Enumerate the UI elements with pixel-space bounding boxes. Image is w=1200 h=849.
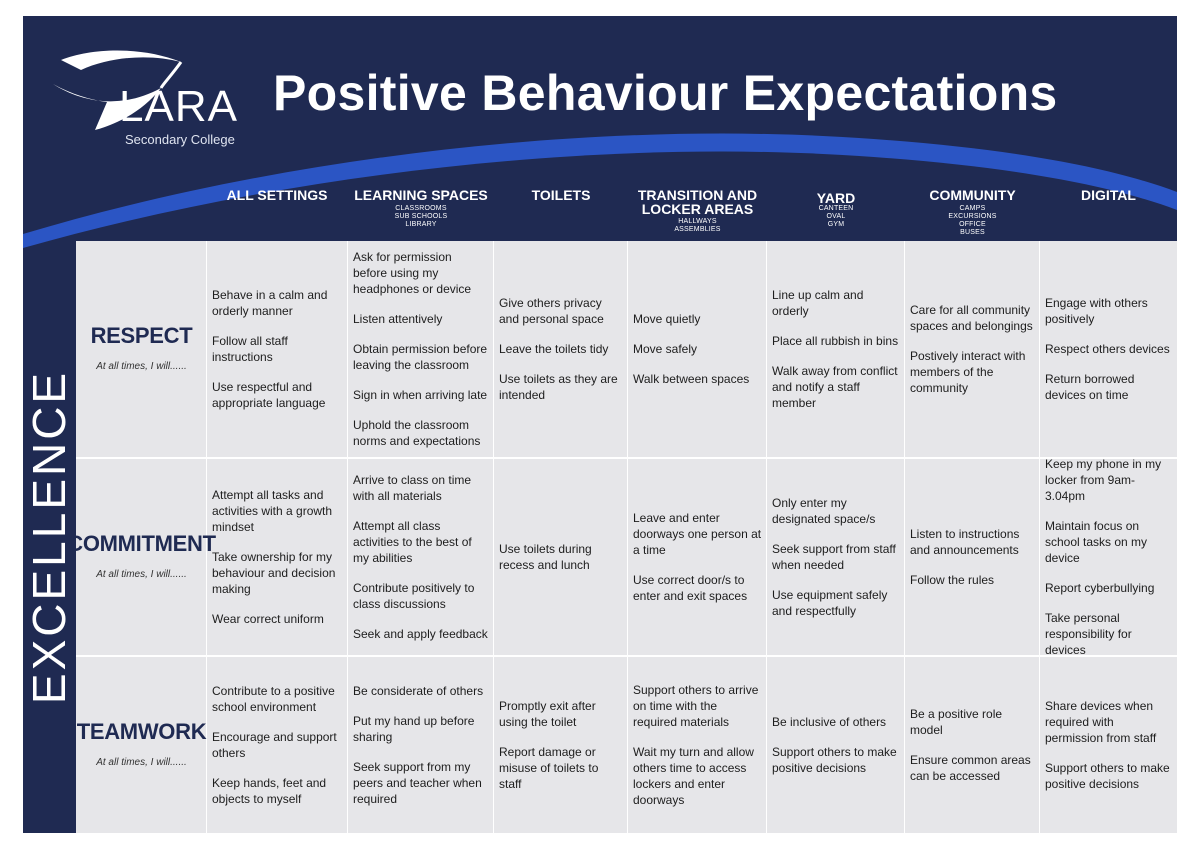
cell-respect-learning-spaces: Ask for permission before using my headphones or device Listen attentively Obtain permission before leaving the classroom Sign in when arriving late Uphold the classroom norms and expectations xyxy=(348,241,494,459)
column-header-all-settings: ALL SETTINGS xyxy=(226,187,328,203)
cell-commitment-learning-spaces: Arrive to class on time with all materials Attempt all class activities to the best of my abilities Contribute positively to class discussions Seek and apply feedback xyxy=(348,459,494,657)
column-header-learning-spaces: LEARNING SPACES CLASSROOMS SUB SCHOOLS LIBRARY xyxy=(354,187,488,228)
cell-teamwork-toilets: Promptly exit after using the toilet Report damage or misuse of toilets to staff xyxy=(494,657,628,833)
row-label-teamwork: TEAMWORK At all times, I will...... xyxy=(76,657,207,833)
cell-commitment-all-settings: Attempt all tasks and activities with a growth mindset Take ownership for my behaviour and decision making Wear correct uniform xyxy=(207,459,348,657)
cell-commitment-toilets: Use toilets during recess and lunch xyxy=(494,459,628,657)
cell-respect-toilets: Give others privacy and personal space Leave the toilets tidy Use toilets as they are intended xyxy=(494,241,628,459)
cell-teamwork-community: Be a positive role model Ensure common areas can be accessed xyxy=(905,657,1040,833)
column-header-toilets: TOILETS xyxy=(531,187,591,203)
expectations-grid xyxy=(67,241,1177,833)
poster xyxy=(23,16,1177,833)
page-title: Positive Behaviour Expectations xyxy=(273,65,1058,121)
logo-text: LARA xyxy=(119,82,238,131)
cell-teamwork-yard: Be inclusive of others Support others to make positive decisions xyxy=(767,657,905,833)
cell-commitment-digital: Keep my phone in my locker from 9am-3.04pm Maintain focus on school tasks on my device Report cyberbullying Take personal responsibility for devices xyxy=(1040,459,1177,657)
cell-commitment-community: Listen to instructions and announcements Follow the rules xyxy=(905,459,1040,657)
column-header-yard: YARD CANTEEN OVAL GYM xyxy=(816,190,856,228)
column-header-transition-locker: TRANSITION AND LOCKER AREAS HALLWAYS ASSEMBLIES xyxy=(637,187,758,233)
row-label-commitment: COMMITMENT At all times, I will...... xyxy=(76,459,207,657)
cell-respect-transition: Move quietly Move safely Walk between spaces xyxy=(628,241,767,459)
cell-respect-yard: Line up calm and orderly Place all rubbish in bins Walk away from conflict and notify a staff member xyxy=(767,241,905,459)
cell-respect-all-settings: Behave in a calm and orderly manner Follow all staff instructions Use respectful and appropriate language xyxy=(207,241,348,459)
logo-subtitle: Secondary College xyxy=(125,132,235,147)
column-header-community: COMMUNITY CAMPS EXCURSIONS OFFICE BUSES xyxy=(929,187,1016,236)
cell-respect-community: Care for all community spaces and belongings Postively interact with members of the community xyxy=(905,241,1040,459)
cell-commitment-transition: Leave and enter doorways one person at a time Use correct door/s to enter and exit spaces xyxy=(628,459,767,657)
row-label-respect: RESPECT At all times, I will...... xyxy=(76,241,207,459)
column-header-digital: DIGITAL xyxy=(1081,187,1136,203)
cell-teamwork-digital: Share devices when required with permission from staff Support others to make positive decisions xyxy=(1045,699,1170,791)
cell-commitment-yard: Only enter my designated space/s Seek support from staff when needed Use equipment safely and respectfully xyxy=(767,459,905,657)
cell-teamwork-all-settings: Contribute to a positive school environment Encourage and support others Keep hands, feet and objects to myself xyxy=(207,657,348,833)
cell-teamwork-learning-spaces: Be considerate of others Put my hand up before sharing Seek support from my peers and teacher when required xyxy=(348,657,494,833)
side-label-excellence: EXCELLENCE xyxy=(23,369,76,705)
cell-respect-digital: Engage with others positively Respect others devices Return borrowed devices on time xyxy=(1040,241,1177,459)
cell-teamwork-transition: Support others to arrive on time with the required materials Wait my turn and allow others time to access lockers and enter doorways xyxy=(628,657,767,833)
